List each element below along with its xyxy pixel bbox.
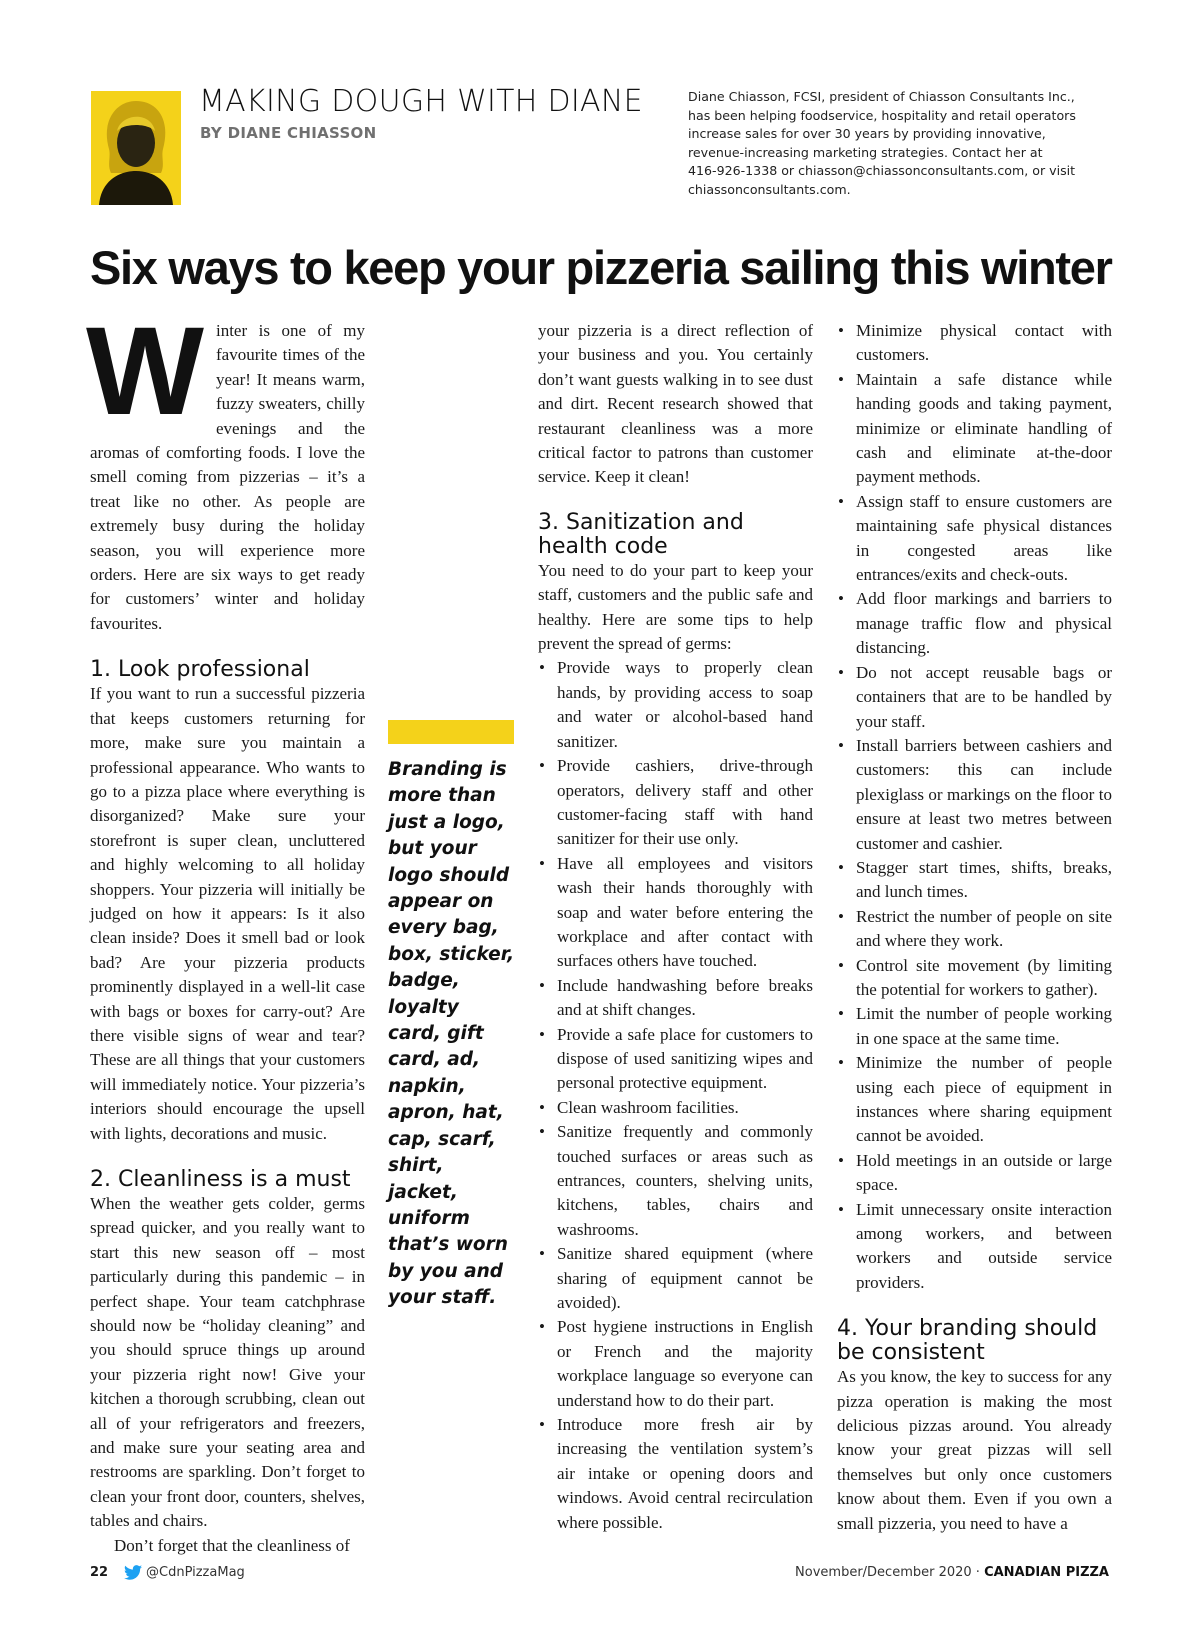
magazine-name: CANADIAN PIZZA bbox=[984, 1565, 1109, 1580]
list-item: • Have all employees and visitors wash their hands thoroughly with soap and water before entering the workplace and after contact with surfaces others have touched. bbox=[538, 852, 813, 974]
bio-line: 416-926-1338 or chiasson@chiassonconsultants.com, or visit bbox=[688, 163, 1076, 178]
section-3-heading: 3. Sanitization and health code bbox=[538, 509, 744, 559]
sanitization-list-b bbox=[837, 319, 1112, 1295]
list-item: • Post hygiene instructions in English or French and the majority workplace language so everyone can understand how to do their part. bbox=[538, 1315, 813, 1413]
bio-line: chiassonconsultants.com. bbox=[688, 181, 851, 197]
section-2-body: When the weather gets colder, germs spread quicker, and you really want to start this new season off – most particularly during this pandemic – in perfect shape. Your team catchphrase should now be “holiday cleaning” and you should spruce things up around your pizzeria right now! Give your kitchen a thorough scrubbing, clean out all of your refrigerators and freezers, and make sure your seating area and restrooms are sparkling. Don’t forget to clean your front door, counters, shelves, tables and chairs. bbox=[90, 1194, 365, 1531]
bird-icon bbox=[124, 1565, 142, 1580]
column-title: MAKING DOUGH WITH DIANE bbox=[199, 84, 643, 119]
list-item: • Provide cashiers, drive-through operators, delivery staff and other customer-facing staff with hand sanitizer for their use only. bbox=[538, 754, 813, 852]
list-item: • Provide ways to properly clean hands, by providing access to soap and water or alcohol-based hand sanitizer. bbox=[538, 656, 813, 754]
list-item: • Stagger start times, shifts, breaks, and lunch times. bbox=[837, 856, 1112, 905]
bio-line: increase sales for over 30 years by providing innovative, bbox=[688, 126, 1046, 141]
intro-paragraph bbox=[86, 302, 365, 636]
section-2-heading: 2. Cleanliness is a must bbox=[90, 1167, 351, 1192]
list-item: • Include handwashing before breaks and at shift changes. bbox=[538, 974, 813, 1023]
author-photo bbox=[91, 91, 181, 205]
list-item: • Do not accept reusable bags or containers that are to be handled by your staff. bbox=[837, 661, 1112, 734]
twitter-link[interactable] bbox=[124, 1565, 245, 1580]
bio-line: revenue-increasing marketing strategies. Contact her at bbox=[688, 144, 1043, 160]
list-item: • Hold meetings in an outside or large space. bbox=[837, 1149, 1112, 1198]
list-item: • Maintain a safe distance while handing goods and taking payment, minimize or eliminate handling of cash and eliminate at-the-door payment methods. bbox=[837, 368, 1112, 490]
list-item: • Provide a safe place for customers to dispose of used sanitizing wipes and personal protective equipment. bbox=[538, 1023, 813, 1096]
author-bio bbox=[688, 88, 1108, 199]
article-headline: Six ways to keep your pizzeria sailing this winter bbox=[90, 241, 1112, 294]
list-item: • Limit the number of people working in one space at the same time. bbox=[837, 1002, 1112, 1051]
section-1-heading: 1. Look professional bbox=[90, 657, 310, 683]
article-column-3 bbox=[837, 319, 1112, 1536]
byline: BY DIANE CHIASSON bbox=[200, 124, 377, 142]
section-1-body: If you want to run a successful pizzeria that keeps customers returning for more, make sure you maintain a professional appearance. Who wants to go to a pizza place where everything is disorganized? Make sure your storefront is super clean, uncluttered and highly welcoming to all holiday shoppers. Your pizzeria will initially be judged on how it appears: Is it also clean inside? Does it smell bad or look bad? Are your pizzeria products prominently displayed in a well-lit case with bags or boxes for carry-out? Are there visible signs of wear and tear? These are all things that your customers will immediately notice. Your pizzeria’s interiors should encourage the upsell with lights, decorations and music. bbox=[90, 684, 365, 1143]
section-3-intro: You need to do your part to keep your staff, customers and the public safe and healthy. Here are some tips to help prevent the spread of germs: bbox=[538, 560, 813, 654]
article-column-1 bbox=[86, 302, 365, 1558]
list-item: • Sanitize frequently and commonly touched surfaces or areas such as entrances, counters, shelving units, kitchens, tables, chairs and washrooms. bbox=[538, 1120, 813, 1242]
issue-date: November/December 2020 · bbox=[795, 1565, 985, 1580]
bio-line: Diane Chiasson, FCSI, president of Chiasson Consultants Inc., bbox=[688, 89, 1075, 104]
pull-quote: Branding is more than just a logo, but your logo should appear on every bag, box, sticker, badge, loyalty card, gift card, ad, napkin, apron, hat, cap, scarf, shirt, jacket, uniform that’s worn by you and your staff. bbox=[388, 759, 515, 1309]
section-4-body: As you know, the key to success for any pizza operation is making the most delicious pizzas around. You already know your great pizzas will sell themselves but only once customers know about them. Even if you own a small pizzeria, you need to have a bbox=[837, 1367, 1112, 1533]
list-item: • Minimize physical contact with customers. bbox=[837, 319, 1112, 368]
list-item: • Control site movement (by limiting the potential for workers to gather). bbox=[837, 954, 1112, 1003]
drop-cap: W bbox=[86, 302, 204, 441]
list-item: • Assign staff to ensure customers are maintaining safe physical distances in congested areas like entrances/exits and check-outs. bbox=[837, 490, 1112, 588]
intro-text: inter is one of my favourite times of the year! It means warm, fuzzy sweaters, chilly evenings and the aromas of comforting foods. I love the smell coming from pizzerias – it’s a treat like no other. As people are extremely busy during the holiday season, you will experience more orders. Here are six ways to get ready for customers’ winter and holiday favourites. bbox=[90, 321, 365, 633]
list-item: • Clean washroom facilities. bbox=[538, 1096, 813, 1120]
page-number: 22 bbox=[90, 1565, 109, 1580]
author-portrait-image bbox=[91, 91, 181, 205]
section-4-heading: 4. Your branding should be consistent bbox=[837, 1316, 1098, 1366]
list-item: • Install barriers between cashiers and customers: this can include plexiglass or markings on the floor to ensure at least two metres between customer and cashier. bbox=[837, 734, 1112, 856]
bio-line: has been helping foodservice, hospitality and retail operators bbox=[688, 107, 1076, 123]
list-item: • Add floor markings and barriers to manage traffic flow and physical distancing. bbox=[837, 587, 1112, 660]
list-item: • Introduce more fresh air by increasing the ventilation system’s air intake or opening doors and windows. Avoid central recirculation where possible. bbox=[538, 1413, 813, 1535]
article-column-2 bbox=[538, 319, 813, 1535]
pull-quote-bar bbox=[388, 720, 514, 744]
list-item: • Minimize the number of people using each piece of equipment in instances where sharing equipment cannot be avoided. bbox=[837, 1051, 1112, 1149]
list-item: • Sanitize shared equipment (where sharing of equipment cannot be avoided). bbox=[538, 1242, 813, 1315]
list-item: • Limit unnecessary onsite interaction among workers, and between workers and outside service providers. bbox=[837, 1198, 1112, 1296]
issue-info bbox=[795, 1565, 1109, 1580]
list-item: • Restrict the number of people on site and where they work. bbox=[837, 905, 1112, 954]
twitter-handle: @CdnPizzaMag bbox=[146, 1565, 245, 1580]
section-2-body-end: your pizzeria is a direct reflection of your business and you. You certainly don’t want guests walking in to see dust and dirt. Recent research showed that restaurant cleanliness was a more critical factor to patrons than customer service. Keep it clean! bbox=[538, 321, 813, 487]
section-2-body-continued: Don’t forget that the cleanliness of bbox=[114, 1535, 350, 1555]
sanitization-list-a bbox=[538, 656, 813, 1535]
